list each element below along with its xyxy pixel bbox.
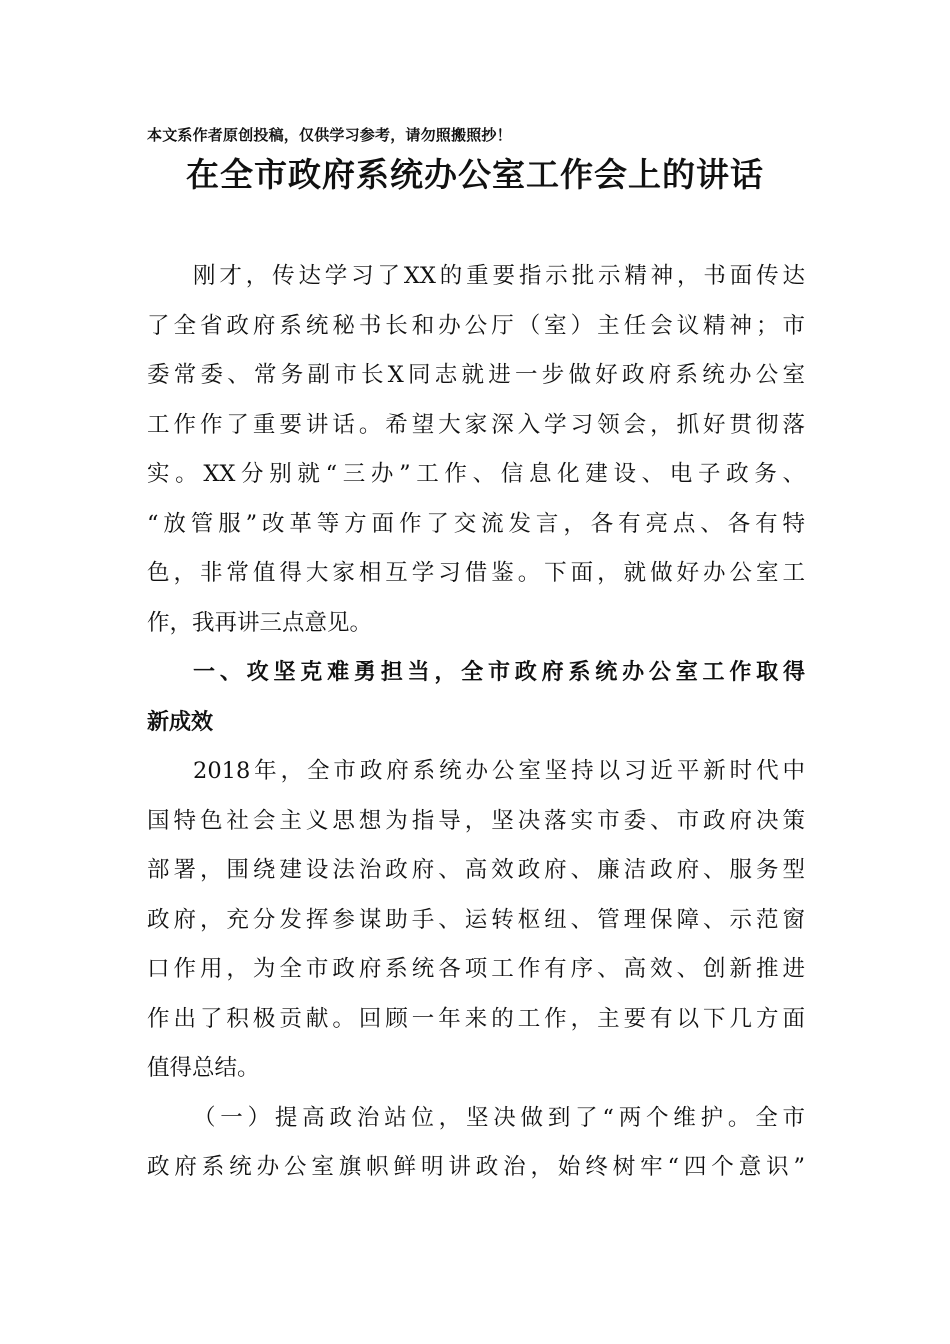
text-line: 实。XX分别就“三办”工作、信息化建设、电子政务、	[147, 461, 805, 487]
heading-line: 一、攻坚克难勇担当，全市政府系统办公室工作取得	[193, 660, 805, 685]
text-line: 作，我再讲三点意见。	[147, 609, 373, 636]
text-line: 色，非常值得大家相互学习借鉴。下面，就做好办公室工	[147, 560, 805, 586]
text-line: “放管服”改革等方面作了交流发言，各有亮点、各有特	[147, 510, 805, 537]
paragraph-summary	[147, 747, 805, 1094]
paragraph-political-stance	[147, 1094, 805, 1193]
text-line: 作出了积极贡献。回顾一年来的工作，主要有以下几方面	[147, 1005, 805, 1032]
text-line: 工作作了重要讲话。希望大家深入学习领会，抓好贯彻落	[147, 411, 805, 438]
document-body	[147, 252, 805, 1193]
text-line: 刚才，传达学习了XX的重要指示批示精神，书面传达	[193, 263, 805, 289]
text-line: 了全省政府系统秘书长和办公厅（室）主任会议精神；市	[147, 312, 805, 339]
text-line: 部署，围绕建设法治政府、高效政府、廉洁政府、服务型	[147, 857, 805, 883]
text-line: 口作用，为全市政府系统各项工作有序、高效、创新推进	[147, 956, 805, 982]
text-line: （一）提高政治站位，坚决做到了“两个维护。全市	[193, 1104, 805, 1131]
copyright-notice: 本文系作者原创投稿，仅供学习参考，请勿照搬照抄！	[147, 126, 512, 144]
text-line: 委常委、常务副市长X同志就进一步做好政府系统办公室	[147, 362, 805, 388]
text-line: 2018年，全市政府系统办公室坚持以习近平新时代中	[193, 758, 805, 784]
text-line: 政府，充分发挥参谋助手、运转枢纽、管理保障、示范窗	[147, 906, 805, 933]
text-line: 政府系统办公室旗帜鲜明讲政治，始终树牢“四个意识”	[147, 1154, 805, 1180]
text-line: 国特色社会主义思想为指导，坚决落实市委、市政府决策	[147, 807, 805, 834]
heading-line: 新成效	[147, 709, 214, 735]
document-title: 在全市政府系统办公室工作会上的讲话	[186, 155, 764, 194]
section-heading-1	[147, 648, 805, 747]
text-line: 值得总结。	[147, 1055, 260, 1081]
paragraph-intro	[147, 252, 805, 648]
